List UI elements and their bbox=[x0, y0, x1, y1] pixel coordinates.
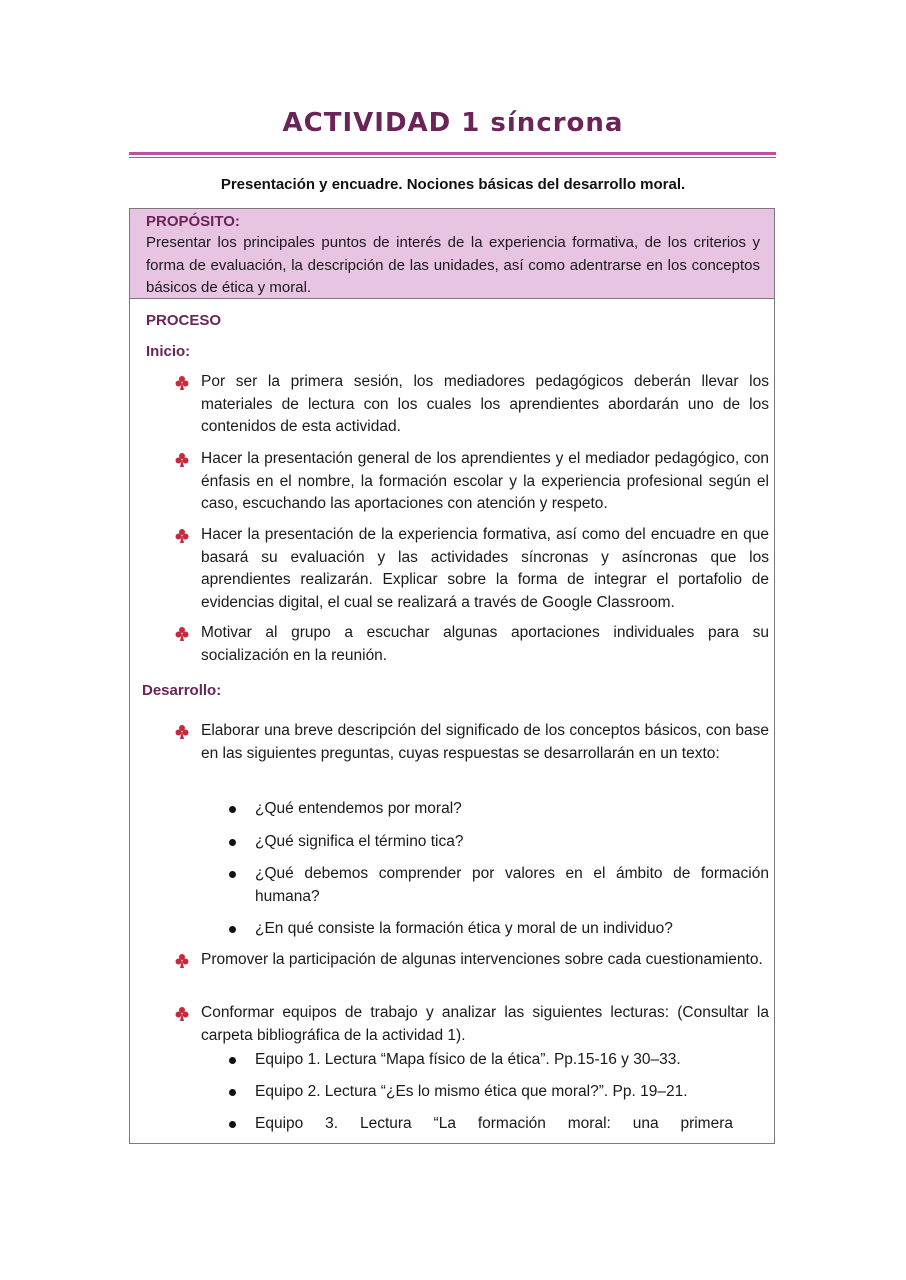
round-dot-icon bbox=[229, 839, 236, 846]
inicio-item: Motivar al grupo a escuchar algunas aportaciones individuales para su socialización en la reunión. bbox=[201, 624, 769, 664]
desarrollo-label: Desarrollo: bbox=[142, 682, 222, 699]
desarrollo-item: Elaborar una breve descripción del significado de los conceptos básicos, con base en las siguientes preguntas, cuyas respuestas se desarrollarán en un texto: bbox=[201, 722, 769, 762]
page-title: ACTIVIDAD 1 síncrona bbox=[282, 108, 624, 138]
flower-bullet-icon bbox=[174, 953, 190, 969]
round-dot-icon bbox=[229, 1121, 236, 1128]
round-dot-icon bbox=[229, 806, 236, 813]
inicio-item: Hacer la presentación de la experiencia formativa, así como del encuadre en que basará su evaluación y las actividades síncronas y asíncronas que los aprendientes realizarán. Explicar sobre la forma de integrar el portafolio de evidencias digital, el cual se realizará a través de Google Classroom. bbox=[201, 526, 769, 611]
question-item: ¿Qué entendemos por moral? bbox=[255, 800, 462, 817]
inicio-item: Hacer la presentación general de los aprendientes y el mediador pedagógico, con énfasis en el nombre, la formación escolar y la experiencia profesional según el caso, escuchando las aportaciones con atención y respeto. bbox=[201, 450, 769, 512]
team-item: Equipo 2. Lectura “¿Es lo mismo ética que moral?”. Pp. 19–21. bbox=[255, 1083, 688, 1100]
inicio-label: Inicio: bbox=[146, 343, 191, 360]
purpose-text: Presentar los principales puntos de interés de la experiencia formativa, de los criterios y forma de evaluación, la descripción de las unidades, así como adentrarse en los conceptos básicos de ética y moral. bbox=[146, 234, 760, 296]
question-item: ¿Qué significa el término tica? bbox=[255, 833, 464, 850]
team-item: Equipo 3. Lectura “La formación moral: una primera bbox=[255, 1115, 733, 1132]
flower-bullet-icon bbox=[174, 1006, 190, 1022]
round-dot-icon bbox=[229, 926, 236, 933]
page-subtitle: Presentación y encuadre. Nociones básicas del desarrollo moral. bbox=[220, 176, 686, 193]
question-item: ¿En qué consiste la formación ética y moral de un individuo? bbox=[255, 920, 673, 937]
round-dot-icon bbox=[229, 1089, 236, 1096]
flower-bullet-icon bbox=[174, 724, 190, 740]
desarrollo-item: Conformar equipos de trabajo y analizar las siguientes lecturas: (Consultar la carpeta bibliográfica de la actividad 1). bbox=[201, 1004, 769, 1044]
title-rule-thick bbox=[129, 152, 776, 155]
team-item: Equipo 1. Lectura “Mapa físico de la ética”. Pp.15-16 y 30–33. bbox=[255, 1051, 681, 1068]
inicio-item: Por ser la primera sesión, los mediadores pedagógicos deberán llevar los materiales de lectura con los cuales los aprendientes abordarán uno de los contenidos de esta actividad. bbox=[201, 373, 769, 435]
desarrollo-item: Promover la participación de algunas intervenciones sobre cada cuestionamiento. bbox=[201, 951, 763, 968]
flower-bullet-icon bbox=[174, 375, 190, 391]
activity-table bbox=[129, 208, 775, 1144]
process-label: PROCESO bbox=[146, 312, 222, 329]
flower-bullet-icon bbox=[174, 452, 190, 468]
purpose-label: PROPÓSITO: bbox=[146, 213, 240, 230]
title-rule-thin bbox=[129, 157, 776, 158]
purpose-section bbox=[130, 209, 774, 299]
flower-bullet-icon bbox=[174, 528, 190, 544]
flower-bullet-icon bbox=[174, 626, 190, 642]
round-dot-icon bbox=[229, 1057, 236, 1064]
question-item: ¿Qué debemos comprender por valores en el ámbito de formación humana? bbox=[255, 865, 769, 905]
round-dot-icon bbox=[229, 871, 236, 878]
